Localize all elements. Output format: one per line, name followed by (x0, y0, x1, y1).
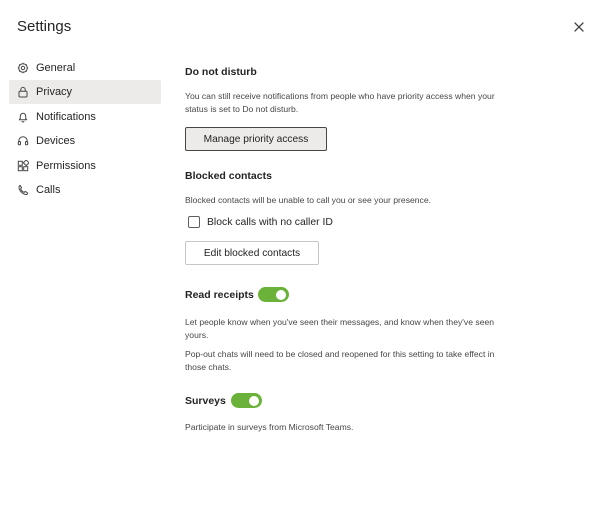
read-receipts-toggle[interactable] (258, 287, 289, 302)
dnd-description: You can still receive notifications from people who have priority access when your status is set to Do not disturb. (185, 91, 495, 114)
close-icon[interactable] (572, 20, 586, 34)
sidebar-item-privacy[interactable] (9, 80, 161, 104)
sidebar-item-label: Calls (36, 183, 61, 196)
toggle-knob (276, 290, 286, 300)
sidebar (9, 56, 161, 202)
surveys-toggle[interactable] (231, 393, 262, 408)
read-receipts-description: Let people know when you've seen their messages, and know when they've seen yours. (185, 317, 495, 340)
block-no-caller-id-row (188, 216, 333, 228)
block-no-caller-id-checkbox[interactable] (188, 216, 200, 228)
manage-priority-access-button[interactable]: Manage priority access (185, 127, 327, 151)
sidebar-item-notifications[interactable] (9, 105, 161, 129)
surveys-heading: Surveys (185, 395, 226, 407)
block-no-caller-id-label: Block calls with no caller ID (207, 216, 333, 228)
sidebar-item-label: General (36, 62, 76, 74)
blocked-contacts-heading: Blocked contacts (185, 170, 272, 182)
blocked-contacts-description: Blocked contacts will be unable to call you or see your presence. (185, 195, 432, 205)
surveys-description: Participate in surveys from Microsoft Teams. (185, 422, 354, 432)
phone-icon (17, 184, 29, 196)
sidebar-item-label: Permissions (36, 159, 96, 172)
sidebar-item-general[interactable] (9, 56, 161, 80)
edit-blocked-contacts-button[interactable]: Edit blocked contacts (185, 241, 319, 265)
toggle-knob (249, 396, 259, 406)
sidebar-item-calls[interactable] (9, 178, 161, 202)
sidebar-item-label: Devices (36, 135, 76, 148)
sidebar-item-label: Privacy (36, 86, 73, 99)
gear-icon (17, 62, 29, 74)
read-receipts-popout-note: Pop-out chats will need to be closed and reopened for this setting to take effect in those chats. (185, 349, 495, 372)
sidebar-item-devices[interactable] (9, 129, 161, 153)
dnd-heading: Do not disturb (185, 66, 257, 78)
apps-icon (17, 160, 29, 172)
sidebar-item-permissions[interactable] (9, 154, 161, 178)
read-receipts-heading: Read receipts (185, 289, 254, 301)
bell-icon (17, 111, 29, 123)
lock-icon (17, 86, 29, 98)
headset-icon (17, 135, 29, 147)
page-title: Settings (17, 18, 72, 35)
sidebar-item-label: Notifications (36, 110, 96, 123)
